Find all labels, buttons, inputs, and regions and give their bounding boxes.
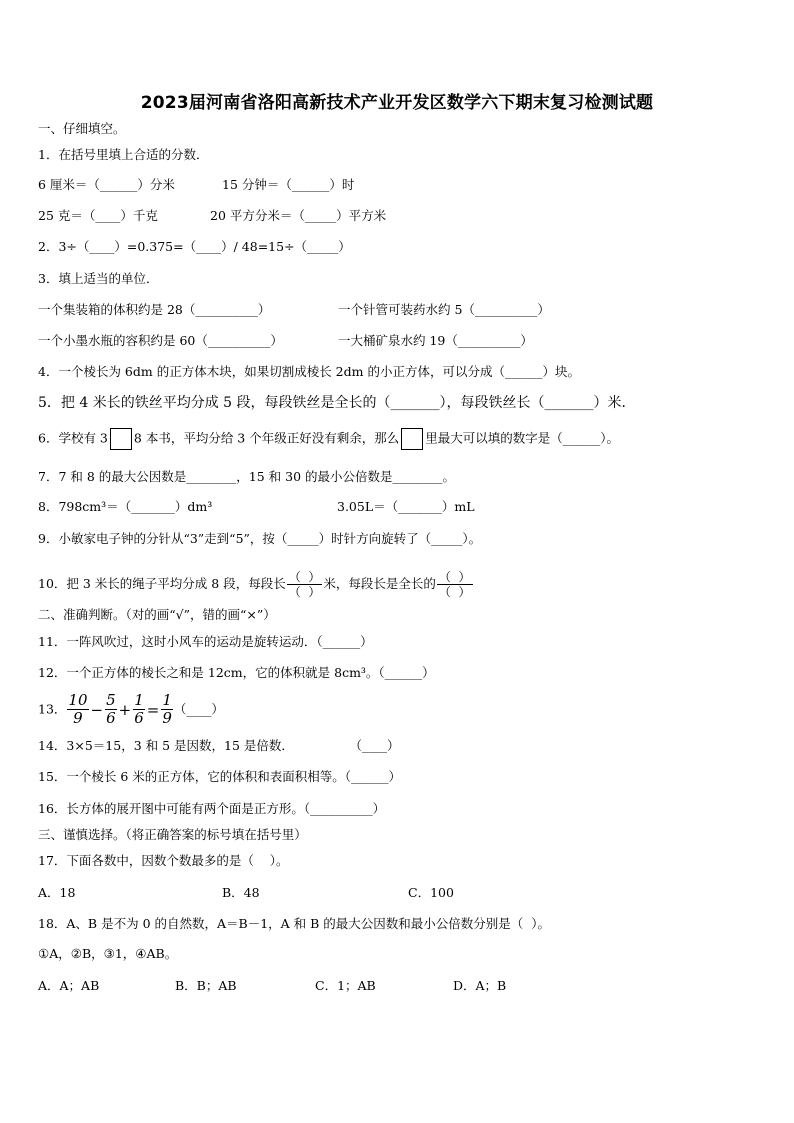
q8-b: 3.05L＝（_______）mL [337, 499, 475, 514]
q9: 9．小敏家电子钟的分针从“3”走到“5”，按（_____）时针方向旋转了（_____）。 [38, 531, 482, 546]
q1-stem: 1．在括号里填上合适的分数． [38, 147, 209, 162]
q7: 7．7 和 8 的最大公因数是________，15 和 30 的最小公倍数是________。 [38, 469, 456, 484]
q18-option-c: C．1；AB [315, 978, 376, 993]
q3-stem: 3．填上适当的单位． [38, 271, 159, 286]
q13-f3-denominator: 6 [134, 709, 144, 727]
q13-f1-denominator: 9 [73, 709, 83, 727]
q1-c: 25 克＝（____）千克 [38, 208, 158, 223]
q10-fraction-2 [437, 570, 473, 599]
q10-fraction-1 [287, 570, 323, 599]
q10-f1-numerator: （ ） [288, 570, 321, 584]
q15: 15．一个棱长 6 米的正方体，它的体积和表面积相等。（______） [38, 769, 402, 784]
q10-f1-denominator: （ ） [288, 585, 321, 599]
q1-b: 15 分钟＝（______）时 [222, 177, 355, 192]
q13-f2-numerator: 5 [106, 691, 116, 709]
q10-part2: 米，每段长是全长的 [323, 576, 436, 591]
q6-part3: 里最大可以填的数字是（______）。 [425, 430, 619, 446]
q18-option-b: B．B；AB [175, 978, 237, 993]
q3-a: 一个集装箱的体积约是 28（__________） [38, 302, 271, 317]
q18-choices: ①A，②B，③1，④AB。 [38, 946, 178, 961]
q13-f4-numerator: 1 [162, 691, 172, 709]
q10-f2-denominator: （ ） [438, 585, 471, 599]
page-title: 2023届河南省洛阳高新技术产业开发区数学六下期末复习检测试题 [140, 93, 654, 113]
q5: 5．把 4 米长的铁丝平均分成 5 段，每段铁丝是全长的（_______），每段铁丝长（_______）米． [38, 395, 636, 411]
q6-digit-box-1 [110, 428, 132, 450]
q17-option-a: A．18 [38, 885, 76, 900]
section-2-heading: 二、准确判断。（对的画“√”，错的画“×”） [38, 607, 276, 622]
q13-fraction-2 [105, 692, 117, 727]
q13-label: 13． [38, 701, 67, 717]
q18-option-d: D．A；B [453, 978, 507, 993]
section-1-heading: 一、仔细填空。 [38, 121, 126, 136]
q18-stem: 18．A、B 是不为 0 的自然数，A＝B－1，A 和 B 的最大公因数和最小公倍数分别是（ ）。 [38, 916, 550, 931]
q6-digit-box-2 [401, 428, 423, 450]
q6-part2: 8 本书，平均分给 3 个年级正好没有剩余，那么 [133, 430, 400, 446]
q13-fraction-1 [67, 692, 88, 727]
q11: 11．一阵风吹过，这时小风车的运动是旋转运动．（______） [38, 634, 373, 649]
q10-f2-numerator: （ ） [438, 570, 471, 584]
q1-d: 20 平方分米＝（_____）平方米 [210, 208, 387, 223]
q1-a: 6 厘米＝（______）分米 [38, 177, 175, 192]
q13-f4-denominator: 9 [162, 709, 172, 727]
q13-minus: − [90, 700, 104, 719]
section-3-heading: 三、谨慎选择。（将正确答案的标号填在括号里） [38, 827, 307, 842]
q17-stem: 17．下面各数中，因数个数最多的是（ ）。 [38, 853, 289, 868]
q13 [38, 692, 224, 727]
q17-option-b: B．48 [222, 885, 260, 900]
q8-a: 8．798cm³＝（_______）dm³ [38, 499, 213, 514]
q6-part1: 6．学校有 3 [38, 430, 108, 446]
q13-equals: = [146, 700, 160, 719]
q18-option-a: A．A；AB [38, 978, 100, 993]
q2: 2．3÷（____）=0.375=（____）/ 48=15÷（_____） [38, 239, 351, 254]
q10-part1: 10．把 3 米长的绳子平均分成 8 段，每段长 [38, 576, 286, 591]
q13-answer-blank: （____） [173, 701, 224, 717]
q14: 14．3×5＝15，3 和 5 是因数，15 是倍数． （____） [38, 738, 400, 753]
q13-f2-denominator: 6 [106, 709, 116, 727]
q13-fraction-3 [133, 692, 145, 727]
q13-plus: + [118, 700, 132, 719]
q6 [38, 428, 619, 450]
q3-c: 一个小墨水瓶的容积约是 60（__________） [38, 333, 283, 348]
q12: 12．一个正方体的棱长之和是 12cm，它的体积就是 8cm³。（______） [38, 665, 435, 680]
q16: 16．长方体的展开图中可能有两个面是正方形。（__________） [38, 801, 386, 816]
q3-d: 一大桶矿泉水约 19（__________） [338, 333, 533, 348]
q13-f3-numerator: 1 [134, 691, 144, 709]
q3-b: 一个针管可装药水约 5（__________） [338, 302, 550, 317]
q4: 4．一个棱长为 6dm 的正方体木块，如果切割成棱长 2dm 的小正方体，可以分成（______）块。 [38, 364, 580, 379]
q13-fraction-4 [161, 692, 173, 727]
q10 [38, 570, 474, 599]
q17-option-c: C．100 [408, 885, 454, 900]
q13-f1-numerator: 10 [68, 691, 88, 709]
